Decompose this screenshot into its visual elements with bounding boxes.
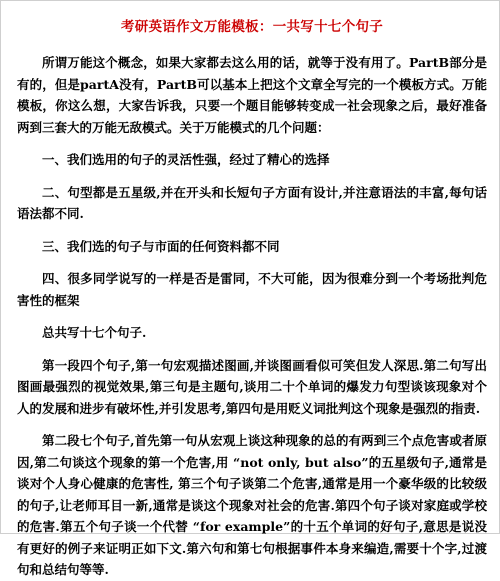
page-title: 考研英语作文万能模板：一共写十七个句子: [120, 19, 384, 35]
paragraph-point-4: 四、很多同学说写的一样是否是雷同，不大可能，因为很难分到一个考场批判危害性的框架: [17, 271, 487, 308]
paragraph-first-section: 第一段四个句子,第一句宏观描述图画,并谈图画看似可笑但发人深思.第二句写出图画最强烈的视觉效果,第三句是主题句,谈用二十个单词的爆发力句型谈该现象对个人的发展和进步有破坏性,并引发思考,第四句是用贬义词批判这个现象是强烈的指责.: [17, 357, 487, 416]
paragraph-point-3: 三、我们选的句子与市面的任何资料都不同: [42, 238, 280, 254]
paragraph-intro: 所谓万能这个概念，如果大家都去这么用的话，就等于没有用了。PartB部分是有的，但是partA没有，PartB可以基本上把这个文章全写完的一个模板方式。万能模板，你这么想，大家告诉我，只要一个题目能够转变成一社会现象之后，最好准备两到三套大的万能无敌模式。关于万能模式的几个问题：: [17, 55, 487, 135]
paragraph-total: 总共写十七个句子.: [42, 325, 147, 340]
paragraph-second-section: 第二段七个句子,首先第一句从宏观上谈这种现象的总的有两到三个点危害或者原因,第二句谈这个现象的第一个危害,用 “not only, but also”的五星级句子,通常是谈对个人身心健康的危害性, 第三个句子谈第二个危害,通常是用一个豪华级的比较级的句子,让老师耳目一新,通常是谈这个现象对社会的危害.第四个句子谈对家庭或学校的危害.第五个句子谈一个代替 “for example”的十五个单词的好句子,意思是说没有更好的例子来证明正如下文.第六句和第七句根据事件本身来编造,需要十个字,过渡句和总结句等等.: [17, 433, 487, 577]
paragraph-point-2: 二、句型都是五星级,并在开头和长短句子方面有设计,并注意语法的丰富,每句话语法都不同.: [17, 184, 487, 221]
paragraph-point-1: 一、我们选用的句子的灵活性强，经过了精心的选择: [42, 152, 330, 167]
